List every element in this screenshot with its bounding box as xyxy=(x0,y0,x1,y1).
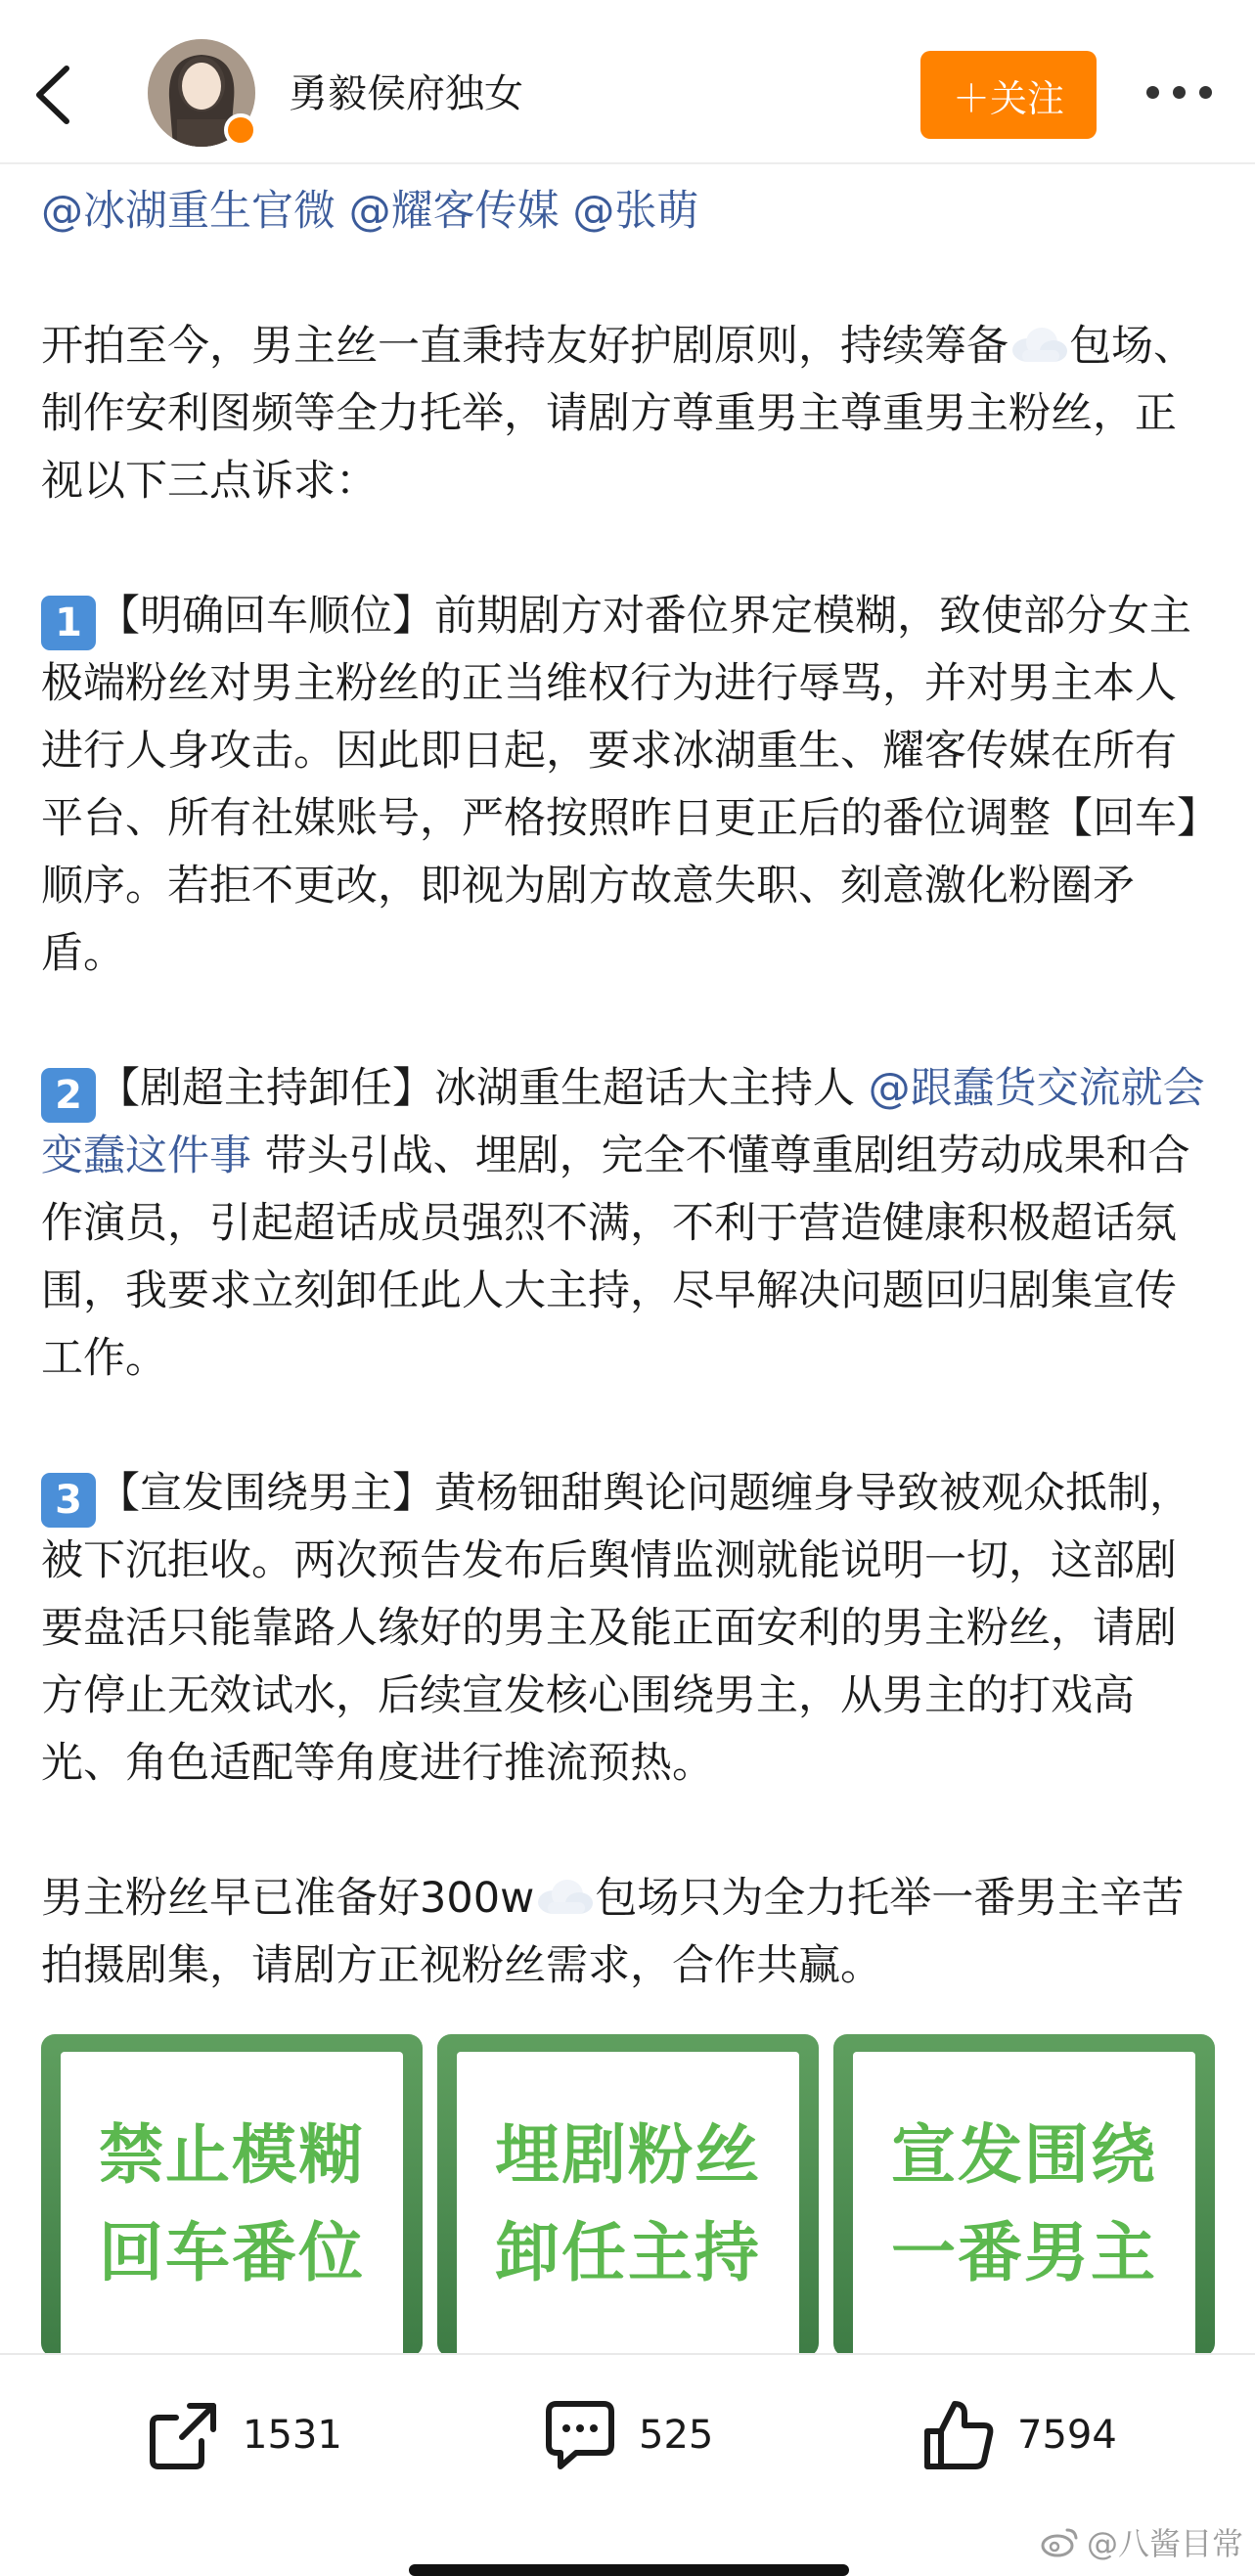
share-icon xyxy=(147,2400,221,2470)
keycap-number-icon: 3 xyxy=(41,1473,96,1528)
image-thumbnail[interactable] xyxy=(833,2034,1215,2357)
back-arrow-icon[interactable] xyxy=(27,61,86,129)
share-count: 1531 xyxy=(243,2413,342,2458)
image-thumbnail[interactable] xyxy=(41,2034,423,2357)
image-text: 卸任主持 xyxy=(495,2215,761,2290)
mention-link[interactable]: @耀客传媒 xyxy=(348,187,560,236)
image-thumbnail[interactable] xyxy=(437,2034,819,2357)
thumbs-up-icon xyxy=(921,2398,996,2472)
post-header xyxy=(0,0,1255,164)
username[interactable]: 勇毅侯府独女 xyxy=(289,71,523,116)
keycap-number-icon: 2 xyxy=(41,1068,96,1123)
comment-count: 525 xyxy=(639,2413,714,2458)
intro-paragraph: 开拍至今，男主丝一直秉持友好护剧原则，持续筹备 包场、制作安利图频等全力托举，请剧方尊重男主尊重男主粉丝，正视以下三点诉求： xyxy=(41,322,1195,506)
image-grid xyxy=(41,2034,1215,2357)
mention-link[interactable]: @跟蠢货交流就会变蠢这件事 xyxy=(41,1064,1205,1180)
like-button[interactable] xyxy=(921,2396,1117,2474)
like-count: 7594 xyxy=(1017,2413,1117,2458)
weibo-logo-icon xyxy=(1040,2526,1079,2557)
watermark: @八酱目常 xyxy=(1040,2519,1243,2564)
image-text: 一番男主 xyxy=(891,2215,1157,2290)
image-text: 埋剧粉丝 xyxy=(495,2117,761,2193)
image-text: 宣发围绕 xyxy=(891,2117,1157,2193)
share-button[interactable] xyxy=(147,2396,342,2474)
point-paragraph: 1 【明确回车顺位】前期剧方对番位界定模糊，致使部分女主极端粉丝对男主粉丝的正当维权行为进行辱骂，并对男主本人进行人身攻击。因此即日起，要求冰湖重生、耀客传媒在所有平台、所有社媒账号，严格按照昨日更正后的番位调整【回车】顺序。若拒不更改，即视为剧方故意失职、刻意激化粉圈矛盾。 xyxy=(41,592,1198,978)
closing-paragraph: 男主粉丝早已准备好300w 包场只为全力托举一番男主辛苦拍摄剧集，请剧方正视粉丝需求，合作共赢。 xyxy=(41,1874,1185,1990)
comment-icon xyxy=(543,2398,617,2472)
image-text: 回车番位 xyxy=(99,2215,365,2290)
point-paragraph: 2 【剧超主持卸任】冰湖重生超话大主持人 @跟蠢货交流就会变蠢这件事 带头引战、埋剧，完全不懂尊重剧组劳动成果和合作演员，引起超话成员强烈不满，不利于营造健康积极超话氛围，我要求立刻卸任此人大主持，尽早解决问题回归剧集宣传工作。 xyxy=(41,1064,1205,1383)
verified-badge-icon xyxy=(224,113,257,147)
keycap-number-icon: 1 xyxy=(41,596,96,650)
cloud-emoji-icon xyxy=(1008,325,1069,364)
mention-link[interactable]: @张萌 xyxy=(572,187,699,236)
follow-button[interactable]: ＋关注 xyxy=(920,51,1097,139)
action-bar xyxy=(0,2353,1255,2576)
point-paragraph: 3 【宣发围绕男主】黄杨钿甜舆论问题缠身导致被观众抵制，被下沉拒收。两次预告发布后舆情监测就能说明一切，这部剧要盘活只能靠路人缘好的男主及能正面安利的男主粉丝，请剧方停止无效试水，后续宣发核心围绕男主，从男主的打戏高光、角色适配等角度进行推流预热。 xyxy=(41,1469,1191,1788)
comment-button[interactable] xyxy=(543,2396,713,2474)
home-indicator[interactable] xyxy=(409,2564,849,2576)
mention-link[interactable]: @冰湖重生官微 xyxy=(41,187,336,236)
mentions-line xyxy=(41,178,1215,245)
avatar[interactable] xyxy=(148,39,255,147)
post-content xyxy=(41,178,1215,2000)
more-options-icon[interactable] xyxy=(1146,86,1215,106)
image-text: 禁止模糊 xyxy=(99,2117,365,2193)
cloud-emoji-icon xyxy=(534,1877,595,1916)
